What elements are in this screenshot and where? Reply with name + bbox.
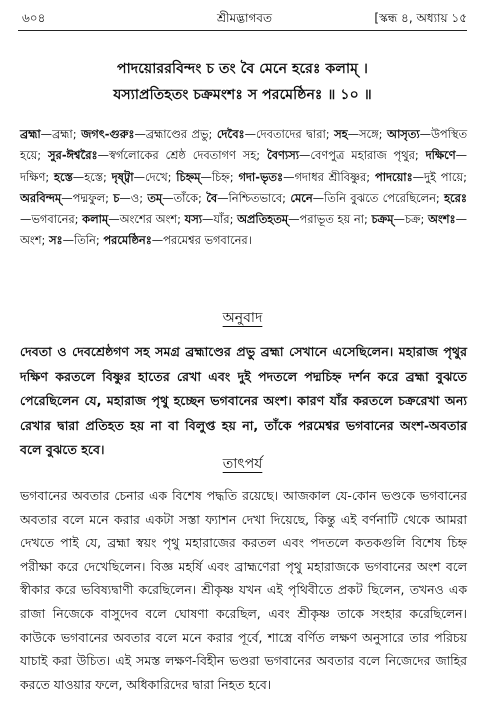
page-number: ৬০৪: [22, 11, 46, 25]
synonym-meaning: স্বর্গলোকের শ্রেষ্ঠ দেবতাগণ সহ: [109, 148, 257, 163]
synonym-meaning: অংশের অংশ: [119, 212, 178, 227]
synonym-meaning: ভগবানের: [31, 212, 75, 227]
synonym-term: হরেঃ: [444, 190, 467, 205]
synonym-meaning: অংশ: [20, 233, 42, 248]
synonym-term: বৈ: [206, 190, 218, 205]
synonym-term: পরমেষ্ঠিনঃ: [103, 233, 152, 248]
synonym-meaning: তিনি: [73, 233, 96, 248]
header-rule: [18, 30, 467, 31]
synonym-term: ব্রহ্মা: [20, 127, 41, 141]
synonym-meaning: দুই পায়ে: [424, 169, 464, 184]
book-title: শ্রীমদ্ভাগবত: [216, 11, 272, 25]
synonym-term: চক্রম্‌: [371, 212, 394, 227]
synonym-meaning: সঙ্গে: [359, 127, 379, 141]
synonym-meaning: ব্রহ্মাণ্ডের প্রভু: [145, 127, 209, 141]
synonym-meaning: দেখে: [144, 169, 168, 184]
translation-heading: অনুবাদ: [222, 310, 263, 326]
synonym-meaning: গদাধর শ্রীবিষ্ণুর: [294, 169, 367, 184]
synonym-term: চ: [113, 190, 120, 205]
synonym-term: গদা-ভৃতঃ: [238, 169, 284, 184]
synonym-term: পাদয়োঃ: [374, 169, 413, 184]
chapter-reference: [স্কন্ধ ৪, অধ্যায় ১৫: [374, 11, 467, 25]
synonym-meaning: বেণপুত্র মহারাজ পৃথুর: [310, 148, 415, 163]
synonym-term: চিহ্নম্‌: [176, 169, 201, 184]
synonym-meaning: পদ্মফুল: [72, 190, 106, 205]
synonym-meaning: হস্তে: [84, 169, 103, 184]
synonym-meaning: পরাভূত হয় না: [299, 212, 364, 227]
synonym-meaning: দক্ষিণ: [20, 169, 46, 184]
synonym-term: দৃষ্ট্বা: [111, 169, 134, 184]
synonym-meaning: চিহ্ন: [211, 169, 230, 184]
synonym-term: সঃ: [48, 233, 63, 248]
synonym-meaning: ব্রহ্মা: [52, 127, 73, 141]
synonym-term: আসৃত্য: [386, 127, 420, 141]
synonym-term: অপ্রতিহতম্‌: [237, 212, 289, 227]
synonym-meaning: দেবতাদের দ্বারা: [256, 127, 326, 141]
synonym-term: যস্য: [184, 212, 203, 227]
purport-text: ভগবানের অবতার চেনার এক বিশেষ পদ্ধতি রয়েছে। আজকাল যে-কোন ভণ্ডকে ভগবানের অবতার বলে মনে করার একটা সস্তা ফ্যাশন দেখা দিয়েছে, কিন্তু এই বর্ণনাটি থেকে আমরা দেখতে পাই যে, ব্রহ্মা স্বয়ং পৃথু মহারাজের করতল এবং পদতলে কতকগুলি বিশেষ চিহ্ন পরীক্ষা করে দেখেছিলেন। বিজ্ঞ মহর্ষি এবং ব্রাহ্মণেরা পৃথু মহারাজকে ভগবানের অংশ বলে স্বীকার করে ভবিষ্যদ্বাণী করেছিলেন। শ্রীকৃষ্ণ যখন এই পৃথিবীতে প্রকট ছিলেন, তখনও এক রাজা নিজেকে বাসুদেব বলে ঘোষণা করেছিল, এবং শ্রীকৃষ্ণ তাকে সংহার করেছিলেন। কাউকে ভগবানের অবতার বলে মনে করার পূর্বে, শাস্ত্রে বর্ণিত লক্ষণ অনুসারে তার পরিচয় যাচাই করা উচিত। এই সমস্ত লক্ষণ-বিহীন ভণ্ডরা ভগবানের অবতার বলে নিজেদের জাহির করতে যাওয়ার ফলে, অধিকারিদের দ্বারা নিহত হবে।: [20, 488, 467, 692]
verse-line-2: যস্যাপ্রতিহতং চক্রমংশঃ স পরমেষ্ঠিনঃ ॥ ১০ ॥: [113, 87, 372, 103]
synonym-meaning: যাঁর: [213, 212, 230, 227]
synonym-term: সুর-ঈশ্বরৈঃ: [48, 148, 98, 163]
synonym-term: তম্‌: [147, 190, 163, 205]
synonym-meaning: পরমেশ্বর ভগবানের: [163, 233, 248, 248]
synonym-meaning: ও: [130, 190, 140, 205]
running-header: [22, 8, 467, 28]
synonym-term: বৈণ্যস্য: [267, 148, 300, 163]
sanskrit-verse: [18, 56, 467, 108]
purport-heading: তাৎপর্য: [222, 456, 263, 472]
synonym-term: সহ: [334, 127, 348, 141]
synonym-term: অংশঃ: [428, 212, 456, 227]
translation-text: দেবতা ও দেবশ্রেষ্ঠগণ সহ সমগ্র ব্রহ্মাণ্ডের প্রভু ব্রহ্মা সেখানে এসেছিলেন। মহারাজ পৃথুর দক্ষিণ করতলে বিষ্ণুর হাতের রেখা এবং দুই পদতলে পদ্মচিহ্ন দর্শন করে ব্রহ্মা বুঝতে পেরেছিলেন যে, মহারাজ পৃথু হচ্ছেন ভগবানের অংশ। কারণ যাঁর করতলে চক্ররেখা অন্য রেখার দ্বারা প্রতিহত হয় না বা বিলুপ্ত হয় না, তাঁকে পরমেশ্বর ভগবানের অংশ-অবতার বলে বুঝতে হবে।: [20, 344, 467, 457]
synonym-term: কলাম্‌: [82, 212, 109, 227]
synonym-term: অরবিন্দম্‌: [20, 190, 62, 205]
verse-line-1: পাদয়োররবিন্দং চ তং বৈ মেনে হরেঃ কলাম্‌ ।: [117, 61, 368, 77]
word-synonyms: ব্রহ্মা—ব্রহ্মা; জগৎ-গুরুঃ—ব্রহ্মাণ্ডের প্রভু; দেবৈঃ—দেবতাদের দ্বারা; সহ—সঙ্গে; আসৃত্য—উপস্থিত হয়ে; সুর-ঈশ্বরৈঃ—স্বর্গলোকের শ্রেষ্ঠ দেবতাগণ সহ; বৈণ্যস্য—বেণপুত্র মহারাজ পৃথুর; দক্ষিণে—দক্ষিণ; হস্তে—হস্তে; দৃষ্ট্বা—দেখে; চিহ্নম্‌—চিহ্ন; গদা-ভৃতঃ—গদাধর শ্রীবিষ্ণুর; পাদয়োঃ—দুই পায়ে; অরবিন্দম্‌—পদ্মফুল; চ—ও; তম্‌—তাঁকে; বৈ—নিশ্চিতভাবে; মেনে—তিনি বুঝতে পেরেছিলেন; হরেঃ—ভগবানের; কলাম্‌—অংশের অংশ; যস্য—যাঁর; অপ্রতিহতম্‌—পরাভূত হয় না; চক্রম্‌—চক্র; অংশঃ—অংশ; সঃ—তিনি; পরমেষ্ঠিনঃ—পরমেশ্বর ভগবানের।: [20, 127, 467, 248]
synonym-term: হস্তে: [54, 169, 73, 184]
synonym-meaning: উপস্থিত হয়ে: [20, 127, 467, 163]
synonym-term: দক্ষিণে: [425, 148, 456, 163]
synonym-term: মেনে: [290, 190, 313, 205]
synonym-term: দেবৈঃ: [216, 127, 245, 141]
synonym-meaning: তাঁকে: [173, 190, 199, 205]
synonym-meaning: নিশ্চিতভাবে: [228, 190, 283, 205]
synonym-meaning: তিনি বুঝতে পেরেছিলেন: [324, 190, 436, 205]
synonym-meaning: চক্র: [404, 212, 421, 227]
synonym-term: জগৎ-গুরুঃ: [81, 127, 135, 141]
